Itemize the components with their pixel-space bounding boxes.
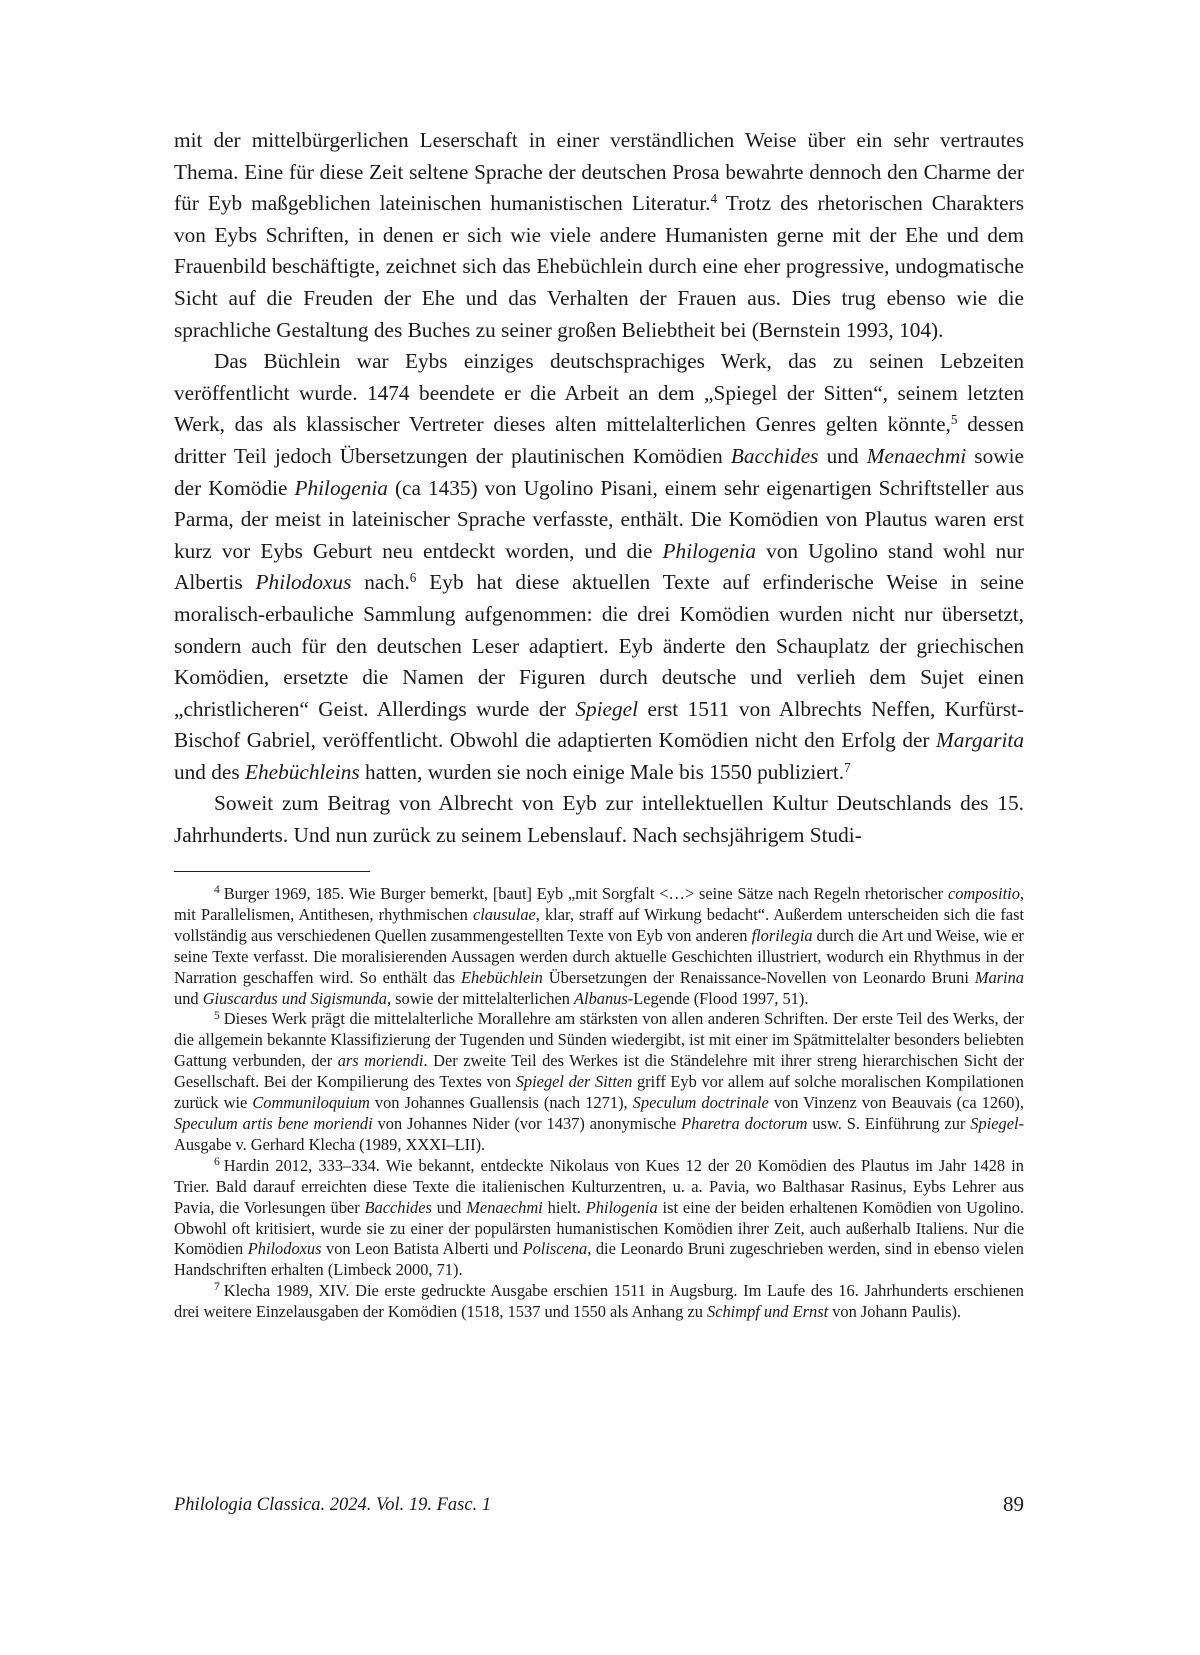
footnote-ref-6[interactable]: 6 (409, 570, 417, 586)
footnote-number: 6 (214, 1156, 220, 1169)
footnote-separator (174, 871, 370, 872)
paragraph-3: Soweit zum Beitrag von Albrecht von Eyb zur intellektuellen Kultur Deutschlands des 15. Jahrhunderts. Und nun zurück zu seinem Lebenslauf. Nach sechsjährigem Studi- (174, 791, 1024, 848)
footnote-number: 4 (214, 884, 220, 897)
journal-citation: Philologia Classica. 2024. Vol. 19. Fasc. 1 (174, 1495, 492, 1515)
page-number: 89 (1003, 1492, 1024, 1516)
footnote-number: 5 (214, 1009, 220, 1022)
main-text (174, 125, 1024, 852)
footnotes (174, 884, 1024, 1323)
footnote-7: $^7$ Klecha 1989, XIV. Die erste gedruckte Ausgabe erschien 1511 in Augsburg. Im Laufe des 16. Jahrhunderts erschienen drei weitere Einzelausgaben der Komödien (1518, 1537 und 1550 als Anhang zu Schimpf und Ernst von Johann Paulis). (174, 1281, 1024, 1322)
footnote-4: $^4$ Burger 1969, 185. Wie Burger bemerkt, [baut] Eyb „mit Sorgfalt <…> seine Sätze nach Regeln rhetorischer compositio, mit Parallelismen, Antithesen, rhythmischen clausulae, klar, straff auf Wirkung bedacht“. Außerdem unterscheiden sich die fast vollständig aus verschiedenen Quellen zusammengestellten Texte von Eyb von anderen florilegia durch die Art und Weise, wie er seine Texte verfasst. Die moralisierenden Aussagen werden durch aktuelle Geschichten illustriert, wodurch ein Rhythmus in der Narration geschaffen wird. So enthält das Ehebüchlein Übersetzungen der Renaissance-Novellen von Leonardo Bruni Marina und Giuscardus und Sigismunda, sowie der mittelalterlichen Albanus-Legende (Flood 1997, 51). (174, 884, 1025, 1008)
paragraph-1: mit der mittelbürgerlichen Leserschaft in einer verständlichen Weise über ein sehr vertrautes Thema. Eine für diese Zeit seltene Sprache der deutschen Prosa bewahrte dennoch den Charme der für Eyb maßgeblichen lateinischen humanistischen Literatur.$^4$ Trotz des rhetorischen Charakters von Eybs Schriften, in denen er sich wie viele andere Humanisten gerne mit der Ehe und dem Frauenbild beschäftigte, zeichnet sich das Ehebüchlein durch eine eher progressive, undogmatische Sicht auf die Freuden der Ehe und das Verhalten der Frauen aus. Dies trug ebenso wie die sprachliche Gestaltung des Buches zu seiner großen Beliebtheit bei (Bernstein 1993, 104). (174, 128, 1024, 342)
footnote-number: 7 (214, 1281, 220, 1294)
footnote-ref-7[interactable]: 7 (844, 759, 851, 775)
footnote-6: $^6$ Hardin 2012, 333–334. Wie bekannt, entdeckte Nikolaus von Kues 12 der 20 Komödien des Plautus im Jahr 1428 in Trier. Bald darauf erreichten diese Texte die italienischen Kulturzentren, u. a. Pavia, wo Balthasar Rasinus, Eybs Lehrer aus Pavia, die Vorlesungen über Bacchides und Menaechmi hielt. Philogenia ist eine der beiden erhaltenen Komödien von Ugolino. Obwohl oft kritisiert, wurde sie zu einer der populärsten humanistischen Komödien ihrer Zeit, auch außerhalb Italiens. Nur die Komödien Philodoxus von Leon Batista Alberti und Poliscena, die Leonardo Bruni zugeschrieben werden, sind in ebenso vielen Handschriften erhalten (Limbeck 2000, 71). (174, 1155, 1024, 1280)
footnote-5: $^5$ Dieses Werk prägt die mittelalterliche Morallehre am stärksten von allen anderen Schriften. Der erste Teil des Werks, der die allgemein bekannte Klassifizierung der Tugenden und Sünden wiedergibt, ist mit einer im Spätmittelalter besonders beliebten Gattung verbunden, der ars moriendi. Der zweite Teil des Werkes ist die Ständelehre mit ihrer streng hierarchischen Sicht der Gesellschaft. Bei der Kompilierung des Textes von Spiegel der Sitten griff Eyb vor allem auf solche moralischen Kompilationen zurück wie Communiloquium von Johannes Guallensis (nach 1271), Speculum doctrinale von Vinzenz von Beauvais (ca 1260), Speculum artis bene moriendi von Johannes Nider (vor 1437) anonymische Pharetra doctorum usw. S. Einführung zur Spiegel-Ausgabe v. Gerhard Klecha (1989, XXXI–LII). (174, 1009, 1025, 1154)
footnote-ref-5[interactable]: 5 (950, 412, 958, 428)
footnote-ref-4[interactable]: 4 (710, 190, 718, 206)
paragraph-2: Das Büchlein war Eybs einziges deutschsprachiges Werk, das zu seinen Lebzeiten veröffentlicht wurde. 1474 beendete er die Arbeit an dem „Spiegel der Sitten“, seinem letzten Werk, das als klassischer Vertreter dieses alten mittelalterlichen Genres gelten könnte,$^5$ dessen dritter Teil jedoch Übersetzungen der plautinischen Komödien Bacchides und Menaechmi sowie der Komödie Philogenia (ca 1435) von Ugolino Pisani, einem sehr eigenartigen Schriftsteller aus Parma, der meist in lateinischer Sprache verfasste, enthält. Die Komödien von Plautus waren erst kurz vor Eybs Geburt neu entdeckt worden, und die Philogenia von Ugolino stand wohl nur Albertis Philodoxus nach.$^6$ Eyb hat diese aktuellen Texte auf erfinderische Weise in seine moralisch-erbauliche Sammlung aufgenommen: die drei Komödien wurden nicht nur übersetzt, sondern auch für den deutschen Leser adaptiert. Eyb änderte den Schauplatz der griechischen Komödien, ersetzte die Namen der Figuren durch deutsche und verlieh dem Sujet einen „christlicheren“ Geist. Allerdings wurde der Spiegel erst 1511 von Albrechts Neffen, Kurfürst-Bischof Gabriel, veröffentlicht. Obwohl die adaptierten Komödien nicht den Erfolg der Margarita und des Ehebüchleins hatten, wurden sie noch einige Male bis 1550 publiziert.$^7$ (174, 349, 1025, 784)
